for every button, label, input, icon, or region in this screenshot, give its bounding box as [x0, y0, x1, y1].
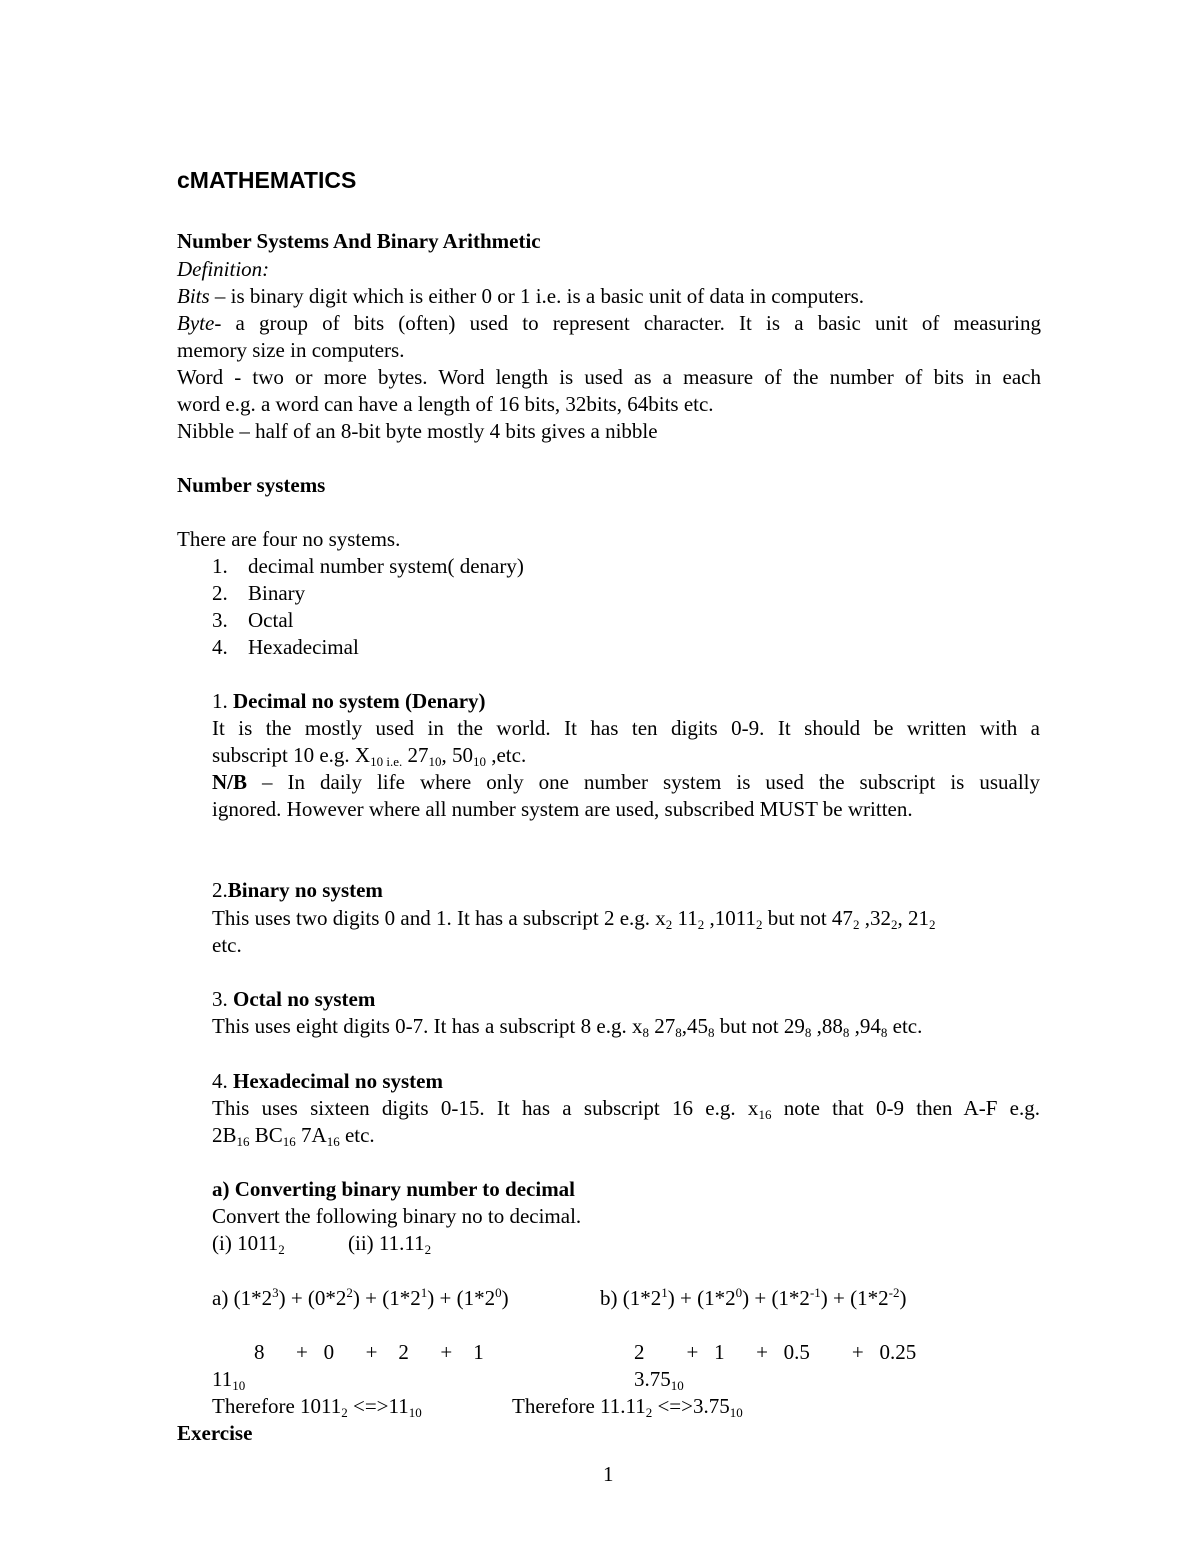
octal-line-1: This uses eight digits 0-7. It has a subscript 8 e.g. $x_8$ $27_8,45_8$ but not $29_8$ $,88_8$ $,94_8$ etc.: [212, 1014, 923, 1040]
bits-term: Bits: [177, 284, 210, 308]
decimal-note-line-1: N/B – In daily life where only one number system is used the subscript is usually: [212, 770, 1040, 794]
conversion-instruction: Convert the following binary no to decimal.: [212, 1204, 582, 1228]
octal-heading: 3. Octal no system: [212, 987, 376, 1011]
conversion-question-1: (i) $1011_2$: [212, 1231, 285, 1257]
word-definition-line-1: Word - two or more bytes. Word length is used as a measure of the number of bits in each: [177, 365, 1041, 389]
conversion-a-expansion: a) $(1*2^3) + (0*2^2) + (1*2^1) + (1*2^0)$: [212, 1285, 509, 1310]
section-heading: Number Systems And Binary Arithmetic: [177, 229, 541, 253]
number-systems-intro: There are four no systems.: [177, 527, 401, 551]
conversion-question-2: (ii) $11.11_2$: [348, 1231, 432, 1257]
byte-text-1: - a group of bits (often) used to represent character. It is a basic unit of measuring: [214, 311, 1041, 335]
conversion-a-values: 8 + 0 + 2 + 1: [254, 1340, 484, 1364]
nibble-definition: Nibble – half of an 8-bit byte mostly 4 bits gives a nibble: [177, 419, 658, 443]
number-systems-heading: Number systems: [177, 473, 326, 497]
conversion-b-result: $3.75_{10}$: [634, 1367, 684, 1393]
bits-text: – is binary digit which is either 0 or 1 i.e. is a basic unit of data in computers.: [209, 284, 865, 308]
list-item: 1. decimal number system( denary): [212, 554, 524, 578]
word-definition-line-2: word e.g. a word can have a length of 16 bits, 32bits, 64bits etc.: [177, 392, 714, 416]
conversion-b-values: 2 + 1 + 0.5 + 0.25: [634, 1340, 917, 1364]
byte-term: Byte: [177, 311, 215, 335]
hexadecimal-heading: 4. Hexadecimal no system: [212, 1069, 443, 1093]
list-item: 3. Octal: [212, 608, 294, 632]
hexadecimal-line-1: This uses sixteen digits 0-15. It has a subscript 16 e.g. $x_{16}$ note that 0-9 then A-F e.g.: [212, 1096, 1040, 1122]
list-item: 2. Binary: [212, 581, 306, 605]
decimal-line-2: subscript 10 e.g. $X_{10 i.e.}$ $27_{10}$, $50_{10}$ ,etc.: [212, 743, 527, 769]
binary-line-2: etc.: [212, 933, 242, 957]
decimal-line-1: It is the mostly used in the world. It has ten digits 0-9. It should be written with a: [212, 716, 1040, 740]
conversion-b-therefore: Therefore $11.11_2 <=>3.75_{10}$: [512, 1394, 743, 1420]
document-title: cMATHEMATICS: [177, 167, 357, 193]
conversion-heading: a) Converting binary number to decimal: [212, 1177, 576, 1201]
decimal-note-line-2: ignored. However where all number system are used, subscribed MUST be written.: [212, 797, 913, 821]
definition-label: Definition:: [177, 257, 270, 281]
binary-line-1: This uses two digits 0 and 1. It has a subscript 2 e.g. $x_2$ $11_2$ $,1011_2$ but not $47_2$ $,32_2$, $21_2$: [212, 906, 936, 932]
conversion-a-result: $11_{10}$: [212, 1367, 246, 1393]
page-number: 1: [603, 1462, 614, 1486]
hexadecimal-line-2: $2B_{16}$ $BC_{16}$ $7A_{16}$ etc.: [212, 1123, 375, 1149]
list-item: 4. Hexadecimal: [212, 635, 359, 659]
byte-definition-line-1: [177, 310, 1041, 336]
conversion-a-therefore: Therefore $1011_2 <=>11_{10}$: [212, 1394, 422, 1420]
exercise-heading: Exercise: [177, 1421, 253, 1445]
conversion-b-expansion: b) $(1*2^1) + (1*2^0) + (1*2^{-1}) + (1*2^{-2})$: [600, 1285, 907, 1310]
binary-heading: 2.Binary no system: [212, 878, 383, 902]
decimal-heading: 1. Decimal no system (Denary): [212, 689, 486, 713]
byte-definition-line-2: memory size in computers.: [177, 338, 405, 362]
bits-definition: [177, 283, 864, 309]
